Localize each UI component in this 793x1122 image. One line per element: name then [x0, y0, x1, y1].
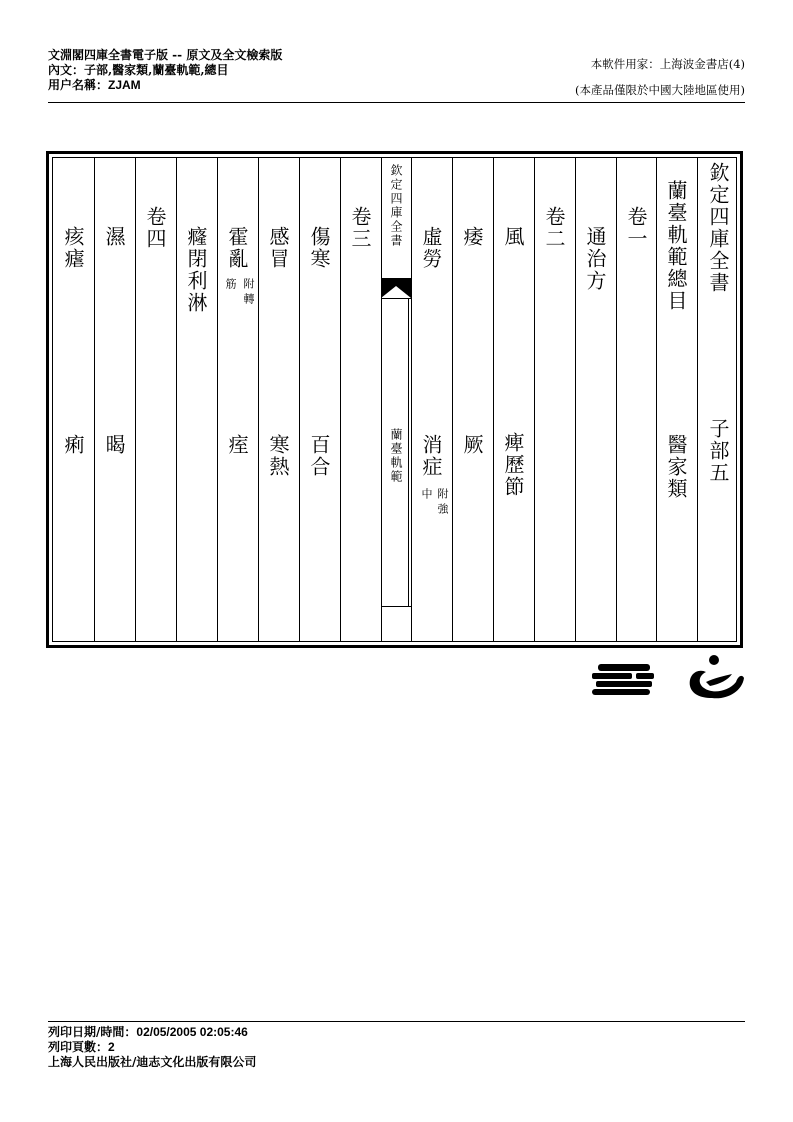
section-entry: 暍 — [102, 434, 126, 456]
header-right — [575, 51, 745, 103]
column-divider — [411, 158, 412, 641]
column-divider — [258, 158, 259, 641]
publisher-logo-icon — [592, 662, 656, 698]
annotation: 中 — [420, 488, 433, 503]
center-rule — [381, 606, 411, 607]
column-divider — [534, 158, 535, 641]
header-left — [48, 48, 282, 93]
section-entry: 消症 — [419, 434, 443, 478]
section-entry: 感冒 — [266, 226, 290, 270]
section-entry: 痿 — [460, 226, 484, 248]
section-entry: 痓 — [225, 434, 249, 456]
column-divider — [217, 158, 218, 641]
center-column — [381, 158, 411, 641]
print-pages: 列印頁數：2 — [48, 1040, 115, 1054]
footer-divider — [48, 1021, 745, 1022]
header-title: 文淵閣四庫全書電子版 -- 原文及全文檢索版 — [48, 48, 283, 62]
print-datetime: 列印日期/時間：02/05/2005 02:05:46 — [48, 1025, 248, 1039]
section-entry: 霍亂 — [225, 226, 249, 270]
section-entry: 痎瘧 — [61, 226, 85, 270]
section-entry: 寒熱 — [266, 434, 290, 478]
region-notice: (本產品僅限於中國大陸地區使用) — [575, 83, 745, 97]
footer — [48, 1025, 256, 1070]
center-rule — [408, 298, 409, 606]
section-entry: 厥 — [460, 434, 484, 456]
section-entry: 風 — [501, 226, 525, 248]
category: 醫家類 — [664, 434, 688, 500]
section-entry: 痢 — [61, 434, 85, 456]
annotation: 附轉 — [242, 278, 255, 308]
annotation: 筋 — [224, 278, 237, 293]
column-divider — [697, 158, 698, 641]
annotation: 附強 — [436, 488, 449, 518]
column-text: 欽定四庫全書 — [706, 162, 730, 294]
section-entry: 痺歷節 — [501, 432, 525, 498]
section-entry: 濕 — [102, 226, 126, 248]
volume-heading: 卷一 — [624, 206, 648, 250]
volume-heading: 卷二 — [542, 206, 566, 250]
column-divider — [452, 158, 453, 641]
column-divider — [299, 158, 300, 641]
header-divider — [48, 102, 745, 103]
column-divider — [616, 158, 617, 641]
column-divider — [176, 158, 177, 641]
column-divider — [94, 158, 95, 641]
volume-heading: 卷三 — [348, 206, 372, 250]
center-column-book: 蘭臺軌範 — [389, 428, 403, 484]
section-entry: 癃閉利淋 — [184, 226, 208, 314]
licensee: 本軟件用家：上海波金書店(4) — [590, 57, 745, 71]
book-title: 蘭臺軌範總目 — [664, 180, 688, 312]
fishtail-mark-icon — [381, 278, 411, 300]
header-content-path: 內文：子部,醫家類,蘭臺軌範,總目 — [48, 63, 229, 77]
section-entry: 虛勞 — [419, 226, 443, 270]
column-text: 子部五 — [706, 418, 730, 484]
column-divider — [656, 158, 657, 641]
volume-heading: 卷四 — [143, 206, 167, 250]
column-divider — [135, 158, 136, 641]
column-divider — [493, 158, 494, 641]
section-entry: 傷寒 — [307, 226, 331, 270]
publisher-credit: 上海人民出版社/迪志文化出版有限公司 — [48, 1055, 257, 1069]
column-divider — [340, 158, 341, 641]
center-column-title: 欽定四庫全書 — [389, 164, 403, 248]
header-user: 用户名稱：ZJAM — [48, 78, 141, 92]
center-rule — [381, 298, 411, 299]
section-entry: 通治方 — [583, 226, 607, 292]
brand-mark-icon — [684, 652, 746, 702]
column-divider — [575, 158, 576, 641]
section-entry: 百合 — [307, 434, 331, 478]
